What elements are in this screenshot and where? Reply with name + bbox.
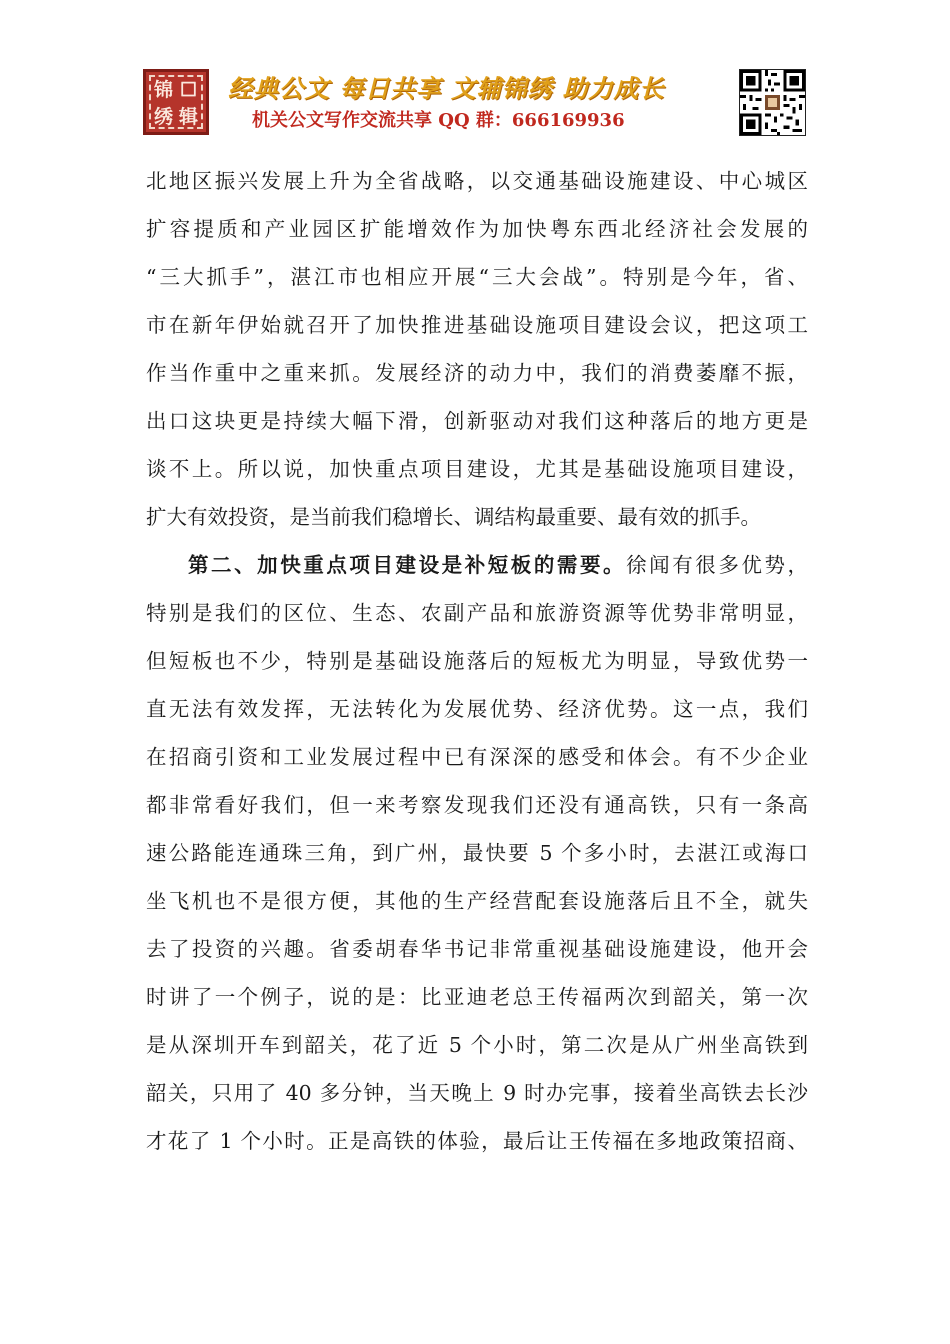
text-line: 北地区振兴发展上升为全省战略，以交通基础设施建设、中心城区 [146,169,808,193]
header-banner [0,0,950,150]
text-line: 市在新年伊始就召开了加快推进基础设施项目建设会议，把这项工 [146,313,808,337]
header-slogan: 经典公文 每日共享 文辅锦绣 助力成长 [228,74,665,103]
qr-code-icon [739,69,806,136]
text-line: 才花了 1 个小时。正是高铁的体验，最后让王传福在多地政策招商、 [146,1129,808,1153]
logo-seal [143,69,209,135]
logo-char: 绣 [153,106,173,128]
text-line: 速公路能连通珠三角，到广州，最快要 5 个多小时，去湛江或海口 [146,841,808,865]
text-line: “三大抓手”，湛江市也相应开展“三大会战”。特别是今年，省、 [146,265,808,289]
text-line: 特别是我们的区位、生态、农副产品和旅游资源等优势非常明显， [146,601,808,625]
text-line: 直无法有效发挥，无法转化为发展优势、经济优势。这一点，我们 [146,697,808,721]
text-line: 扩容提质和产业园区扩能增效作为加快粤东西北经济社会发展的 [146,217,808,241]
paragraph-2-first-line [146,541,808,589]
paragraph-text: 徐闻有很多优势， [626,553,808,577]
logo-char: 锦 [153,79,173,101]
text-line: 时讲了一个例子，说的是：比亚迪老总王传福两次到韶关，第一次 [146,985,808,1009]
text-line: 是从深圳开车到韶关，花了近 5 个小时，第二次是从广州坐高铁到 [146,1033,808,1057]
text-line: 韶关，只用了 40 多分钟，当天晚上 9 时办完事，接着坐高铁去长沙 [146,1081,808,1105]
text-line: 谈不上。所以说，加快重点项目建设，尤其是基础设施项目建设， [146,457,808,481]
logo-char: ☐ [179,79,198,101]
text-line: 作当作重中之重来抓。发展经济的动力中，我们的消费萎靡不振， [146,361,808,385]
text-line: 出口这块更是持续大幅下滑，创新驱动对我们这种落后的地方更是 [146,409,808,433]
paragraph-heading: 第二、加快重点项目建设是补短板的需要。 [188,553,627,577]
text-line: 在招商引资和工业发展过程中已有深深的感受和体会。有不少企业 [146,745,808,769]
text-line: 但短板也不少，特别是基础设施落后的短板尤为明显，导致优势一 [146,649,808,673]
text-line: 坐飞机也不是很方便，其他的生产经营配套设施落后且不全，就失 [146,889,808,913]
text-line: 去了投资的兴趣。省委胡春华书记非常重视基础设施建设，他开会 [146,937,808,961]
text-line: 都非常看好我们，但一来考察发现我们还没有通高铁，只有一条高 [146,793,808,817]
logo-char: 辑 [178,106,198,128]
text-line: 扩大有效投资，是当前我们稳增长、调结构最重要、最有效的抓手。 [146,505,761,529]
document-body [146,157,808,1165]
qq-group-line: 机关公文写作交流共享 QQ 群：666169936 [252,110,625,131]
